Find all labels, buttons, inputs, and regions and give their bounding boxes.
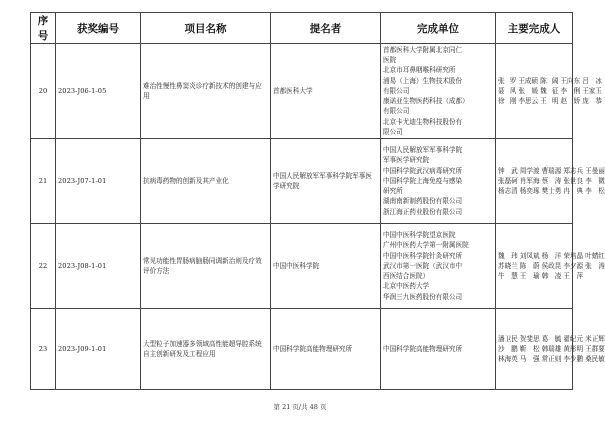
row-units xyxy=(381,224,496,309)
unit-line: 中国科学院上海免疫与感染 xyxy=(383,176,463,185)
row-people xyxy=(496,44,602,139)
person-name: 李 松 xyxy=(585,187,605,196)
person-name: 李夕源 xyxy=(563,261,584,270)
unit-line: 军事医学研究院 xyxy=(383,156,430,165)
person-name: 李 微 xyxy=(585,176,605,185)
person-name: 黄彤明 xyxy=(563,344,584,353)
header-nominator: 提名者 xyxy=(271,13,381,44)
person-name: 杨 洋 xyxy=(541,251,562,260)
person-name: 叶蜻红 xyxy=(585,251,605,260)
person-name: 聂 风 xyxy=(498,86,517,95)
unit-line: 北京卡尤迪生物科技股份有 xyxy=(383,117,463,126)
person-name: 肖军海 xyxy=(519,176,540,185)
person-name: 赵 娇 xyxy=(560,97,581,106)
people-grid xyxy=(498,334,605,365)
unit-line: 中国科学院武汉病毒研究所 xyxy=(383,166,463,175)
header-units: 完成单位 xyxy=(381,13,496,44)
person-name: 牛 慧 xyxy=(498,272,518,281)
row-nominator: 中国人民解放军军事科学院军事医学研究院 xyxy=(271,139,381,224)
row-project-name: 常见功能性胃肠病脑肠同调新治则及疗效评价方法 xyxy=(141,224,271,309)
person-name: 李思云 xyxy=(518,97,539,106)
person-name: 荣培晶 xyxy=(563,251,584,260)
row-nominator: 首都医科大学 xyxy=(271,44,381,139)
people-grid xyxy=(498,76,602,107)
person-name: 蔡 涛 xyxy=(541,176,562,185)
unit-line: 浙江海正药业股份有限公司 xyxy=(383,207,463,216)
person-name: 翟纪元 xyxy=(563,334,584,343)
unit-line: 武汉市第一医院（武汉市中 xyxy=(383,261,463,270)
person-name: 张世良 xyxy=(563,176,584,185)
table-header-row xyxy=(31,13,573,44)
unit-line: 西医结合医院） xyxy=(383,272,430,281)
people-grid xyxy=(498,251,605,282)
person-name: 冉 典 xyxy=(563,187,584,196)
row-award-code: 2023-J06-1-05 xyxy=(56,44,141,139)
row-project-name: 抗病毒药物的创新及其产业化 xyxy=(141,139,271,224)
person-name: 葛 毓 xyxy=(541,334,562,343)
row-award-code: 2023-J09-1-01 xyxy=(56,309,141,390)
person-name: 吕 冰 xyxy=(582,76,602,85)
header-seq: 序号 xyxy=(31,13,56,44)
person-name: 魏 征 xyxy=(540,86,559,95)
person-name: 常正则 xyxy=(541,355,562,364)
person-name: 庞 恭 xyxy=(582,97,602,106)
person-name: 张 媛 xyxy=(518,86,539,95)
row-award-code: 2023-J07-1-01 xyxy=(56,139,141,224)
unit-line: 北京市耳鼻咽喉科研究所 xyxy=(383,66,456,75)
person-name: 靳 松 xyxy=(519,344,540,353)
person-name: 钟 武 xyxy=(498,166,518,175)
person-name: 贺斐思 xyxy=(519,334,540,343)
page-footer: 第 21 页/共 48 页 xyxy=(273,403,327,411)
person-name: 李 俐 xyxy=(560,86,581,95)
person-name: 樊士勇 xyxy=(541,187,562,196)
person-name: 米正辉 xyxy=(585,334,605,343)
unit-line: 湖南南新制药股份有限公司 xyxy=(383,197,463,206)
header-code: 获奖编号 xyxy=(56,13,141,44)
person-name: 刘凤斌 xyxy=(519,251,540,260)
row-award-code: 2023-J08-1-01 xyxy=(56,224,141,309)
unit-line: 限公司 xyxy=(383,127,403,136)
row-seq: 21 xyxy=(31,139,56,224)
row-units xyxy=(381,309,496,390)
unit-line: 研究所 xyxy=(383,187,403,196)
person-name: 桑民敏 xyxy=(585,355,605,364)
unit-line: 有限公司 xyxy=(383,107,410,116)
awards-table xyxy=(30,12,605,390)
unit-line: 医院 xyxy=(383,56,397,65)
person-name: 郑志兵 xyxy=(563,166,584,175)
person-name: 王家玉 xyxy=(582,86,602,95)
row-seq: 20 xyxy=(31,44,56,139)
unit-line: 华润三九医药股份有限公司 xyxy=(383,292,463,301)
header-project: 项目名称 xyxy=(141,13,271,44)
person-name: 张 涛 xyxy=(585,261,605,270)
row-units xyxy=(381,44,496,139)
unit-line: 广州中医药大学第一附属医院 xyxy=(383,241,469,250)
person-name: 杨志清 xyxy=(498,187,518,196)
header-people: 主要完成人 xyxy=(496,13,573,44)
unit-line: 中国科学院高能物理研究所 xyxy=(383,344,463,353)
row-project-name: 大型粒子加速器多领域高性能超导腔系统自主创新研发及工程应用 xyxy=(141,309,271,390)
row-people xyxy=(496,139,605,224)
row-project-name: 难治性慢性鼻窦炎诊疗新技术的创建与应用 xyxy=(141,44,271,139)
person-name: 王向东 xyxy=(560,76,581,85)
row-nominator: 中国中医科学院 xyxy=(271,224,381,309)
unit-line: 中国中医科学院针灸研究所 xyxy=(383,251,463,260)
unit-line: 中国中医科学院望京医院 xyxy=(383,231,456,240)
row-people xyxy=(496,224,605,309)
person-name: 王群要 xyxy=(585,344,605,353)
person-name: 潘卫民 xyxy=(498,334,518,343)
unit-line: 有限公司 xyxy=(383,86,410,95)
unit-line: 首都医科大学附属北京同仁 xyxy=(383,46,463,55)
person-name: 韩瑞雄 xyxy=(541,344,562,353)
person-name: 杨奕琢 xyxy=(519,187,540,196)
row-people xyxy=(496,309,605,390)
person-name: 陈 蔚 xyxy=(519,261,540,270)
row-nominator: 中国科学院高能物理研究所 xyxy=(271,309,381,390)
table-row xyxy=(31,309,573,390)
unit-line: 浦易（上海）生物技术股份 xyxy=(383,76,463,85)
person-name xyxy=(585,271,605,281)
unit-line: 康诺亚生物医药科技（成都） xyxy=(383,97,469,106)
person-name: 张 罗 xyxy=(498,76,517,85)
person-name: 马 强 xyxy=(519,355,540,364)
row-seq: 23 xyxy=(31,309,56,390)
people-grid xyxy=(498,166,605,197)
person-name: 陈 阔 xyxy=(540,76,559,85)
person-name: 曹瑞源 xyxy=(541,166,562,175)
person-name: 王成硕 xyxy=(518,76,539,85)
person-name: 林海英 xyxy=(498,355,518,364)
unit-line: 中国人民解放军军事科学院 xyxy=(383,146,463,155)
row-seq: 22 xyxy=(31,224,56,309)
table-row xyxy=(31,224,573,309)
unit-line: 北京中医药大学 xyxy=(383,282,430,291)
person-name: 苏晓兰 xyxy=(498,261,518,270)
table-row xyxy=(31,44,573,139)
person-name: 张磊砢 xyxy=(498,176,518,185)
table-row xyxy=(31,139,573,224)
person-name: 徐 刚 xyxy=(498,97,517,106)
person-name: 魏 玮 xyxy=(498,251,518,260)
row-units xyxy=(381,139,496,224)
person-name: 王 瑜 xyxy=(519,272,540,281)
person-name: 王 明 xyxy=(540,97,559,106)
person-name: 王 萍 xyxy=(563,272,584,281)
person-name: 沙 鹏 xyxy=(498,344,518,353)
person-name: 周学渡 xyxy=(519,166,540,175)
person-name: 侯政昆 xyxy=(541,261,562,270)
person-name: 王曼丽 xyxy=(585,166,605,175)
person-name: 韩 凌 xyxy=(541,272,562,281)
person-name: 李少鹏 xyxy=(563,355,584,364)
